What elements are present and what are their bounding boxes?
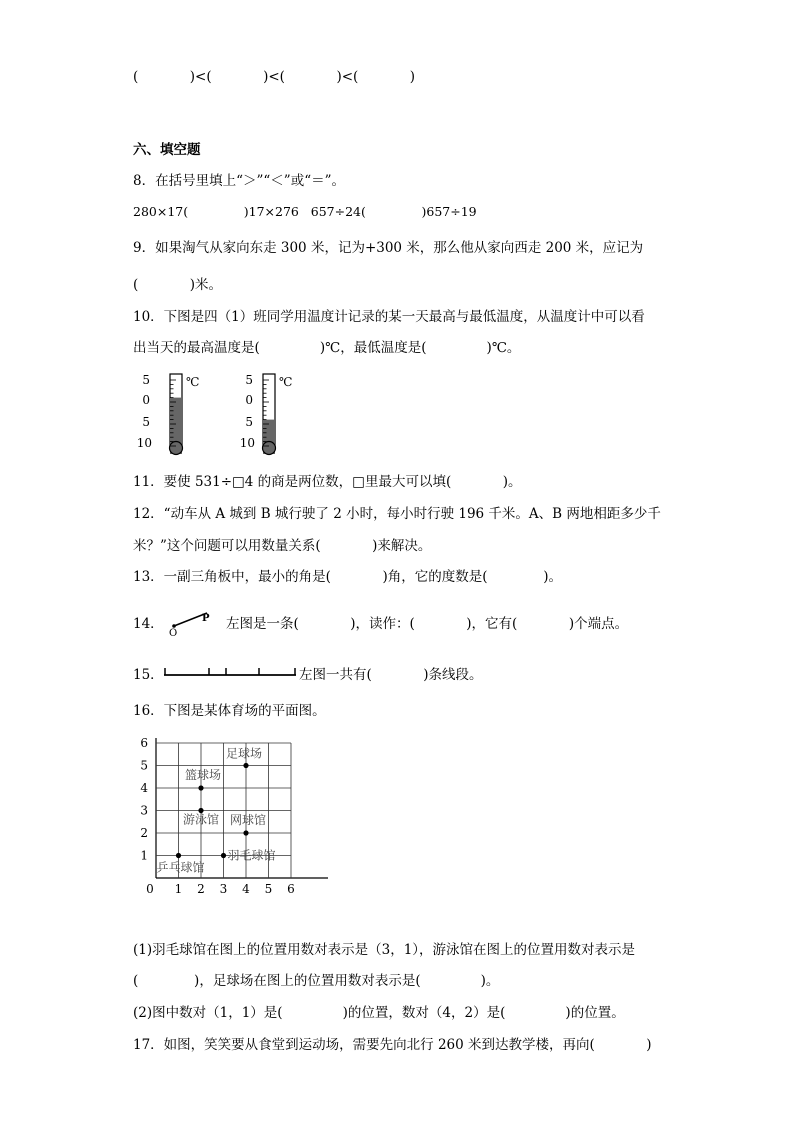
q12-line1: 12．“动车从 A 城到 B 城行驶了 2 小时，每小时行驶 196 千米。A、B 两地相距多少千 <box>133 506 661 522</box>
thermo1-unit: ℃ <box>186 375 200 389</box>
place-label: 游泳馆 <box>183 812 220 827</box>
q10-line1: 10．下图是四（1）班同学用温度计记录的某一天最高与最低温度，从温度计中可以看 <box>133 309 645 325</box>
q16-prompt: 16．下图是某体育场的平面图。 <box>133 703 326 719</box>
thermometers-figure <box>130 366 330 458</box>
thermo1-tick-5: 5 <box>142 373 150 387</box>
q10-line2: 出当天的最高温度是( )℃，最低温度是( )℃。 <box>133 340 521 356</box>
q9-line2: ( )米。 <box>133 277 223 293</box>
place-point <box>221 853 226 858</box>
x-tick-label: 5 <box>264 882 273 896</box>
thermo2-unit: ℃ <box>279 375 293 389</box>
place-point <box>176 853 181 858</box>
q16-sub2: (2)图中数对（1，1）是( )的位置，数对（4，2）是( )的位置。 <box>133 1005 625 1021</box>
x-tick-label: 2 <box>197 882 205 896</box>
q9-line1: 9．如果淘气从家向东走 300 米，记为+300 米，那么他从家向西走 200 米，应记为 <box>133 240 644 256</box>
place-point <box>198 785 203 790</box>
thermometer-high <box>137 373 200 455</box>
thermo1-tick-neg10: 10 <box>136 436 152 450</box>
y-tick-label: 4 <box>140 781 148 795</box>
thermo2-bulb <box>263 442 276 455</box>
y-tick-label: 5 <box>140 758 148 773</box>
y-tick-label: 2 <box>140 826 148 840</box>
q16-sub1-line2: ( )，足球场在图上的位置用数对表示是( )。 <box>133 973 500 989</box>
q8-prompt: 8．在括号里填上“＞”“＜”或“＝”。 <box>133 173 345 189</box>
q16-sub1-line1: (1)羽毛球馆在图上的位置用数对表示是（3，1），游泳馆在图上的位置用数对表示是 <box>133 942 636 958</box>
point-o-label: O <box>169 628 178 637</box>
x-tick-label: 1 <box>174 882 183 896</box>
place-label: 羽毛球馆 <box>227 848 276 863</box>
x-tick-label: 3 <box>219 882 228 896</box>
ray-figure <box>167 605 217 637</box>
point-p-label: P <box>202 613 210 624</box>
q12-line2: 米？”这个问题可以用数量关系( )来解决。 <box>133 538 432 554</box>
thermo2-tick-neg5: 5 <box>245 415 253 429</box>
x-tick-label: 4 <box>242 882 250 896</box>
q15-number: 15． <box>133 667 164 683</box>
q14-number: 14． <box>133 616 164 632</box>
q14-text: 左图是一条( )，读作：( )，它有( )个端点。 <box>226 616 629 632</box>
place-label: 足球场 <box>226 746 263 761</box>
place-label: 篮球场 <box>185 768 222 782</box>
origin-label: 0 <box>146 882 154 896</box>
thermo2-tick-neg10: 10 <box>239 436 255 450</box>
y-tick-label: 6 <box>140 738 148 750</box>
top-comparison-line: ( )<( )<( )<( ) <box>133 69 416 85</box>
y-tick-label: 1 <box>140 848 148 863</box>
place-label: 网球馆 <box>230 813 267 827</box>
place-point <box>243 830 248 835</box>
section-title: 六、填空题 <box>133 142 201 158</box>
thermo1-tick-neg5: 5 <box>142 415 150 429</box>
thermo2-tick-0: 0 <box>245 393 253 407</box>
q17: 17．如图，笑笑要从食堂到运动场，需要先向北行 260 米到达教学楼，再向( ) <box>133 1037 652 1053</box>
thermometer-low <box>240 373 293 455</box>
y-tick-label: 3 <box>140 803 148 818</box>
thermo1-tick-0: 0 <box>142 393 150 407</box>
q15-text: 左图一共有( )条线段。 <box>299 667 483 683</box>
x-tick-label: 6 <box>287 882 295 896</box>
thermo1-bulb <box>170 442 183 455</box>
q11: 11．要使 531÷□4 的商是两位数，□里最大可以填( )。 <box>133 474 522 490</box>
thermo2-tick-5: 5 <box>245 373 253 387</box>
segment-figure <box>163 663 299 681</box>
stadium-grid <box>138 738 328 918</box>
q8-expression: 280×17( )17×276 657÷24( )657÷19 <box>133 204 477 219</box>
place-point <box>243 763 248 768</box>
q13: 13．一副三角板中，最小的角是( )角，它的度数是( )。 <box>133 569 563 585</box>
place-label: 乒乓球馆 <box>156 860 205 875</box>
